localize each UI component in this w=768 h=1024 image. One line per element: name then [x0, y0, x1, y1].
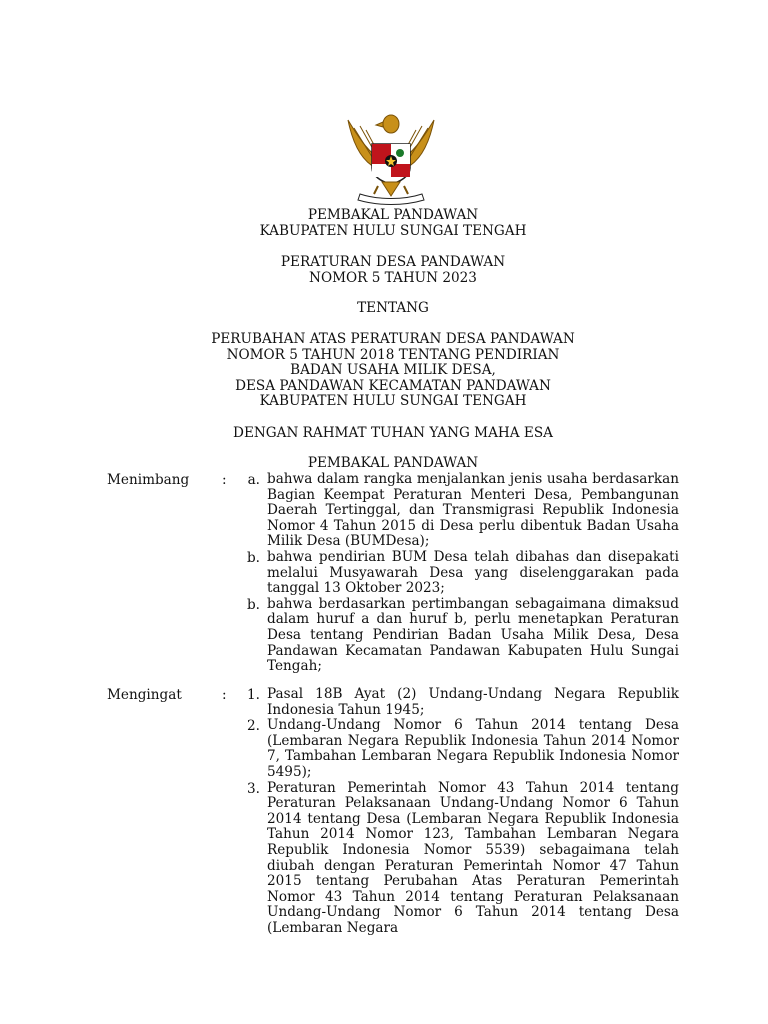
header-block: [0, 208, 768, 239]
item-text: Undang-Undang Nomor 6 Tahun 2014 tentang Desa (Lembaran Negara Republik Indonesia Tahun 2014 Nomor 7, Tambahan Lembaran Negara Republik Indonesia Nomor 5495);: [267, 717, 679, 780]
item-text: bahwa pendirian BUM Desa telah dibahas dan disepakati melalui Musyawarah Desa yang diselenggarakan pada tanggal 13 Oktober 2023;: [267, 548, 679, 597]
tentang-label: TENTANG: [357, 300, 429, 316]
item-marker: 2.: [247, 718, 260, 735]
regulation-title: [0, 332, 768, 410]
item-text: Peraturan Pemerintah Nomor 43 Tahun 2014 tentang Peraturan Pelaksanaan Undang-Undang Nomor 6 Tahun 2014 tentang Desa (Lembaran Negara Republik Indonesia Tahun 2014 Nomor 123, Tambahan Lembaran Negara Republik Indonesia Nomor 5539) sebagaimana telah diubah dengan Peraturan Pemerintah Nomor 47 Tahun 2015 tentang Perubahan Atas Peraturan Pemerintah Nomor 43 Tahun 2014 tentang Peraturan Pelaksanaan Undang-Undang Nomor 6 Tahun 2014 tentang Desa (Lembaran Negara: [267, 779, 679, 936]
garuda-emblem-icon: [338, 110, 444, 206]
section-colon: :: [222, 472, 227, 488]
item-marker: 1.: [247, 687, 260, 703]
issuer-text: PEMBAKAL PANDAWAN: [307, 455, 479, 471]
title-line: DESA PANDAWAN KECAMATAN PANDAWAN: [235, 377, 551, 394]
list-item: [0, 550, 768, 597]
regency-heading: KABUPATEN HULU SUNGAI TENGAH: [259, 222, 527, 239]
mengingat-section: [0, 687, 768, 937]
list-item: [0, 472, 768, 550]
item-marker: b.: [246, 549, 260, 566]
title-line: NOMOR 5 TAHUN 2018 TENTANG PENDIRIAN: [226, 346, 560, 363]
item-text: bahwa dalam rangka menjalankan jenis usaha berdasarkan Bagian Keempat Peraturan Menteri Desa, Pembangunan Daerah Tertinggal, dan Transmigrasi Republik Indonesia Nomor 4 Tahun 2015 di Desa perlu dibentuk Badan Usaha Milik Desa (BUMDesa);: [267, 471, 679, 550]
mengingat-label: Mengingat: [107, 687, 182, 703]
regulation-type: PERATURAN DESA PANDAWAN: [280, 254, 506, 270]
title-line: BADAN USAHA MILIK DESA,: [290, 362, 496, 379]
blessing-block: [0, 426, 768, 442]
list-item: [0, 781, 768, 937]
list-item: [0, 718, 768, 780]
menimbang-section: [0, 472, 768, 675]
list-item: [0, 597, 768, 675]
issuer-block: [0, 456, 768, 472]
issuer-heading: PEMBAKAL PANDAWAN: [307, 207, 479, 223]
item-marker: a.: [247, 472, 260, 488]
regulation-heading: [0, 255, 768, 286]
menimbang-label: Menimbang: [107, 472, 190, 488]
item-text: Pasal 18B Ayat (2) Undang-Undang Negara Republik Indonesia Tahun 1945;: [267, 686, 679, 718]
blessing-text: DENGAN RAHMAT TUHAN YANG MAHA ESA: [233, 425, 553, 441]
title-line: KABUPATEN HULU SUNGAI TENGAH: [259, 393, 527, 410]
item-marker: b.: [246, 596, 260, 613]
title-line: PERUBAHAN ATAS PERATURAN DESA PANDAWAN: [211, 331, 575, 347]
item-marker: 3.: [247, 780, 260, 797]
list-item: [0, 687, 768, 718]
tentang-block: [0, 301, 768, 317]
section-colon: :: [222, 687, 227, 703]
regulation-number: NOMOR 5 TAHUN 2023: [309, 269, 477, 286]
item-text: bahwa berdasarkan pertimbangan sebagaimana dimaksud dalam huruf a dan huruf b, perlu menetapkan Peraturan Desa tentang Pendirian Badan Usaha Milik Desa, Desa Pandawan Kecamatan Pandawan Kabupaten Hulu Sungai Tengah;: [267, 595, 679, 675]
